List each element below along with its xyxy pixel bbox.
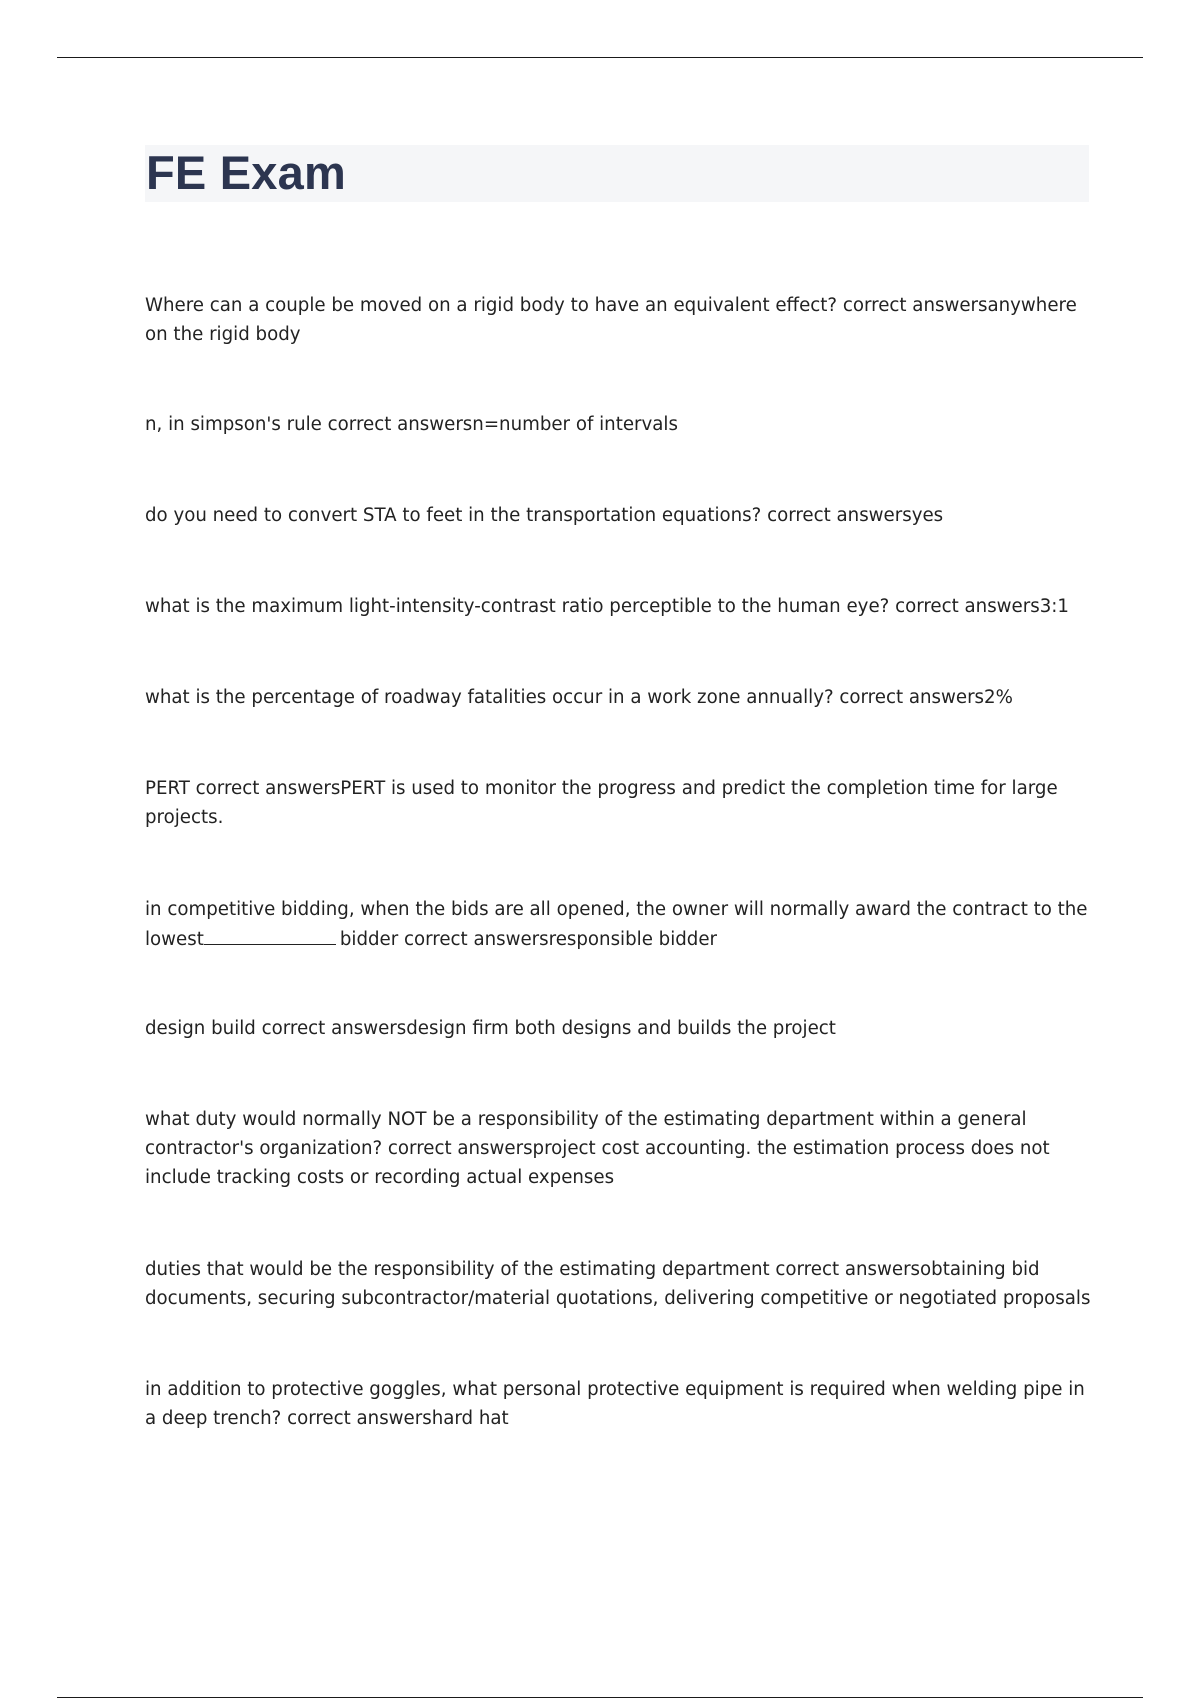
qa-item-sta-conversion: do you need to convert STA to feet in the transportation equations? correct answersyes [145,505,944,526]
qa-item-competitive-bidding [145,895,1095,954]
qa-item-simpsons-rule: n, in simpson's rule correct answersn=number of intervals [145,414,678,435]
qa-item-contrast-ratio: what is the maximum light-intensity-contrast ratio perceptible to the human eye? correct answers3:1 [145,596,1069,617]
bottom-rule [57,1697,1143,1698]
qa-item-couple-rigid-body: Where can a couple be moved on a rigid body to have an equivalent effect? correct answersanywhere on the rigid body [145,295,1077,345]
qa-item-competitive-bidding-before: in competitive bidding, when the bids are all opened, the owner will normally award the contract to the lowest [145,899,1088,950]
qa-item-pert: PERT correct answersPERT is used to monitor the progress and predict the completion time for large projects. [145,778,1058,828]
qa-item-work-zone-fatalities: what is the percentage of roadway fatalities occur in a work zone annually? correct answers2% [145,687,1013,708]
qa-item-welding-ppe: in addition to protective goggles, what personal protective equipment is required when welding pipe in a deep trench? correct answershard hat [145,1379,1085,1429]
qa-item-not-estimating-duty: what duty would normally NOT be a responsibility of the estimating department within a general contractor's organization? correct answersproject cost accounting. the estimation process does not include tracking costs or recording actual expenses [145,1109,1050,1188]
qa-item-estimating-duties: duties that would be the responsibility of the estimating department correct answersobtaining bid documents, securing subcontractor/material quotations, delivering competitive or negotiated proposals [145,1259,1091,1309]
qa-item-design-build: design build correct answersdesign firm both designs and builds the project [145,1018,836,1039]
qa-item-competitive-bidding-after: bidder correct answersresponsible bidder [339,929,718,950]
top-rule [57,57,1143,58]
fill-in-blank-line [204,924,336,945]
page-title: FE Exam [146,146,346,199]
